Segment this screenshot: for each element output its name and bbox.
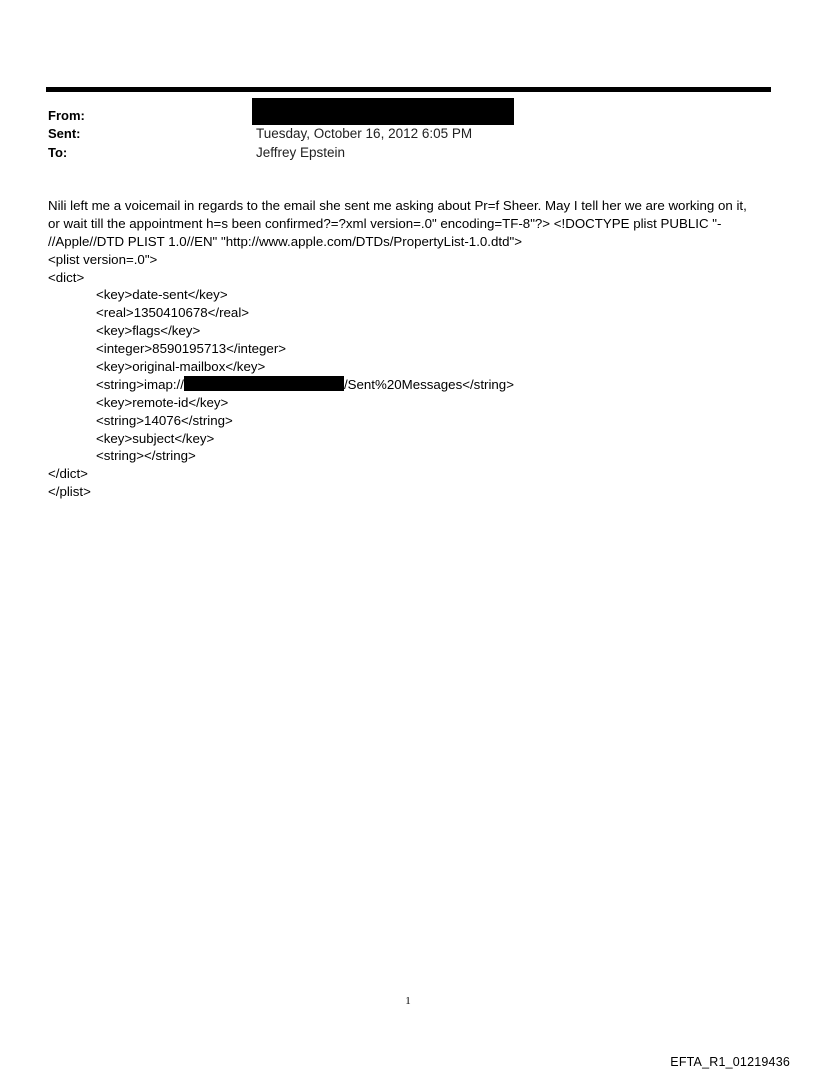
body-line: <integer>8590195713</integer> xyxy=(96,341,287,357)
from-label: From: xyxy=(48,108,85,123)
body-line: <string></string> xyxy=(96,448,196,464)
body-line: <plist version=.0"> xyxy=(48,251,158,267)
to-value: Jeffrey Epstein xyxy=(256,145,346,160)
body-line: </dict> xyxy=(48,466,88,482)
from-redaction xyxy=(252,98,514,125)
body-line: <key>flags</key> xyxy=(96,323,201,339)
to-label: To: xyxy=(48,145,68,160)
body-line: <string>14076</string> xyxy=(96,412,233,428)
body-line: <key>remote-id</key> xyxy=(96,394,229,410)
sent-label: Sent: xyxy=(48,126,81,141)
email-body xyxy=(48,197,773,501)
imap-suffix: /Sent%20Messages</string> xyxy=(343,376,514,392)
body-line: or wait till the appointment h=s been confirmed?=?xml version=.0" encoding=TF-8"?> <!DOCTYPE plist PUBLIC "- xyxy=(48,215,722,231)
body-line: Nili left me a voicemail in regards to the email she sent me asking about Pr=f Sheer. May I tell her we are working on it, xyxy=(48,198,747,213)
body-line: <key>subject</key> xyxy=(96,430,215,446)
body-line: <key>date-sent</key> xyxy=(96,287,228,303)
body-line: <real>1350410678</real> xyxy=(96,305,250,321)
imap-prefix: <string>imap:// xyxy=(96,376,184,392)
sent-value: Tuesday, October 16, 2012 6:05 PM xyxy=(256,126,473,141)
body-line: //Apple//DTD PLIST 1.0//EN" "http://www.apple.com/DTDs/PropertyList-1.0.dtd"> xyxy=(48,233,522,249)
body-line: <dict> xyxy=(48,269,85,285)
page-number: 1 xyxy=(405,995,411,1007)
sent-row xyxy=(48,125,768,143)
document-id: EFTA_R1_01219436 xyxy=(670,1055,790,1069)
header-divider xyxy=(46,87,771,92)
imap-redaction xyxy=(184,376,344,391)
body-line: </plist> xyxy=(48,484,91,500)
body-line-imap xyxy=(48,376,773,394)
to-row xyxy=(48,144,768,162)
body-line: <key>original-mailbox</key> xyxy=(96,359,266,375)
